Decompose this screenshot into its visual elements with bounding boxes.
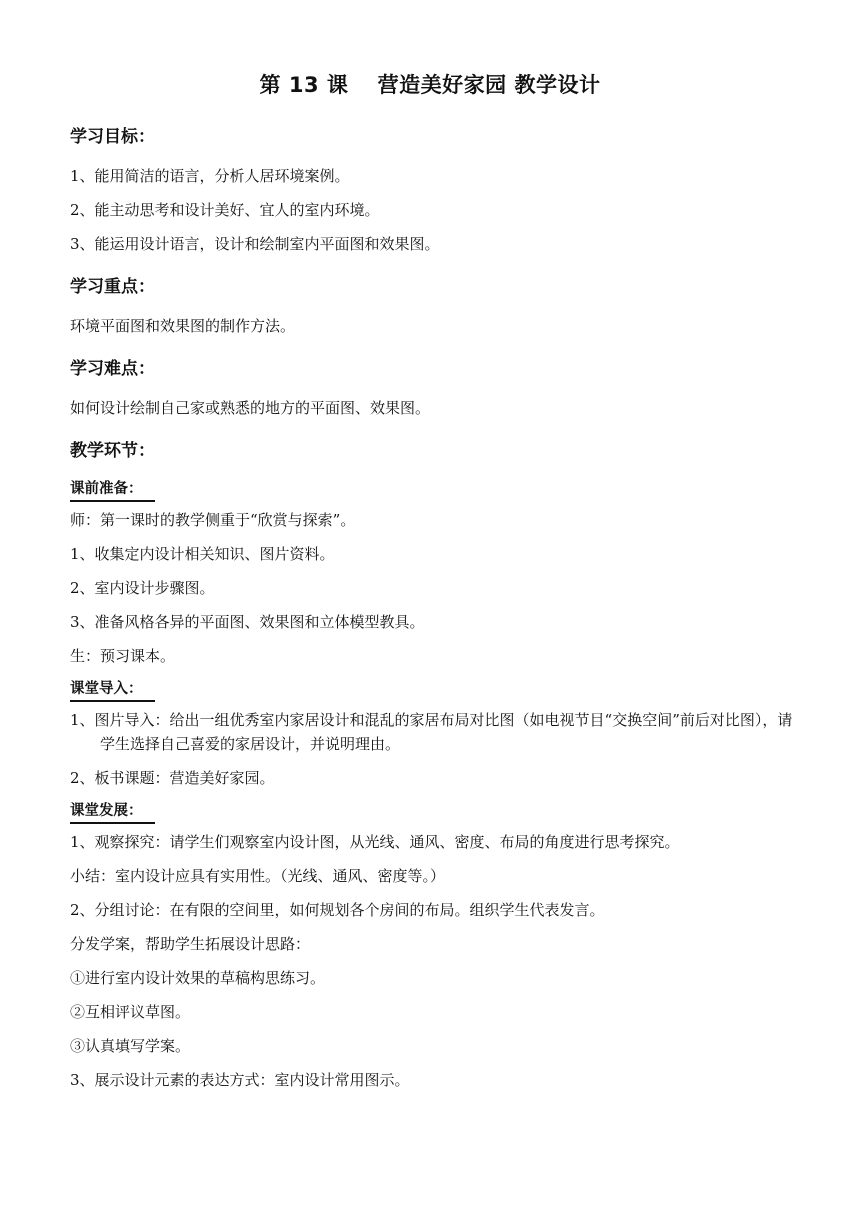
development-line: 分发学案，帮助学生拓展设计思路：	[70, 935, 311, 953]
preparation-line: 生：预习课本。	[70, 647, 176, 665]
development-line: 1、观察探究：请学生们观察室内设计图，从光线、通风、密度、布局的角度进行思考探究。	[70, 833, 680, 851]
subsection-preparation	[70, 478, 800, 668]
section-heading-key-points: 学习重点：	[70, 277, 155, 297]
section-key-points	[70, 274, 800, 338]
section-heading-objectives: 学习目标：	[70, 127, 155, 147]
preparation-line: 师：第一课时的教学侧重于“欣赏与探索”。	[70, 511, 356, 529]
subheading-development: 课堂发展：	[70, 800, 155, 824]
section-objectives	[70, 124, 800, 256]
development-line: 3、展示设计元素的表达方式：室内设计常用图示。	[70, 1071, 410, 1089]
preparation-line: 3、准备风格各异的平面图、效果图和立体模型教具。	[70, 613, 425, 631]
key-points-text: 环境平面图和效果图的制作方法。	[70, 317, 296, 335]
development-line: 2、分组讨论：在有限的空间里，如何规划各个房间的布局。组织学生代表发言。	[70, 901, 605, 919]
subheading-introduction: 课堂导入：	[70, 678, 155, 702]
development-line: ③认真填写学案。	[70, 1037, 191, 1055]
development-line: ①进行室内设计效果的草稿构思练习。	[70, 969, 326, 987]
section-teaching	[70, 438, 800, 1092]
subsection-development	[70, 800, 800, 1092]
preparation-line: 1、收集定内设计相关知识、图片资料。	[70, 545, 335, 563]
subheading-preparation: 课前准备：	[70, 478, 155, 502]
subsection-introduction	[70, 678, 800, 790]
section-difficulties	[70, 356, 800, 420]
document-title: 第 13 课 营造美好家园 教学设计	[259, 73, 601, 97]
development-line: ②互相评议草图。	[70, 1003, 191, 1021]
objective-item: 1、能用简洁的语言，分析人居环境案例。	[70, 167, 350, 185]
section-heading-difficulties: 学习难点：	[70, 359, 155, 379]
difficulties-text: 如何设计绘制自己家或熟悉的地方的平面图、效果图。	[70, 399, 431, 417]
introduction-line: 2、板书课题：营造美好家园。	[70, 769, 275, 787]
document-body	[70, 124, 800, 1110]
preparation-line: 2、室内设计步骤图。	[70, 579, 215, 597]
introduction-line: 1、图片导入：给出一组优秀室内家居设计和混乱的家居布局对比图（如电视节目“交换空间”前后对比图），请学生选择自己喜爱的家居设计，并说明理由。	[70, 711, 793, 753]
development-line: 小结：室内设计应具有实用性。（光线、通风、密度等。）	[70, 867, 446, 885]
section-heading-teaching: 教学环节：	[70, 441, 155, 461]
objective-item: 2、能主动思考和设计美好、宜人的室内环境。	[70, 201, 380, 219]
objective-item: 3、能运用设计语言，设计和绘制室内平面图和效果图。	[70, 235, 440, 253]
